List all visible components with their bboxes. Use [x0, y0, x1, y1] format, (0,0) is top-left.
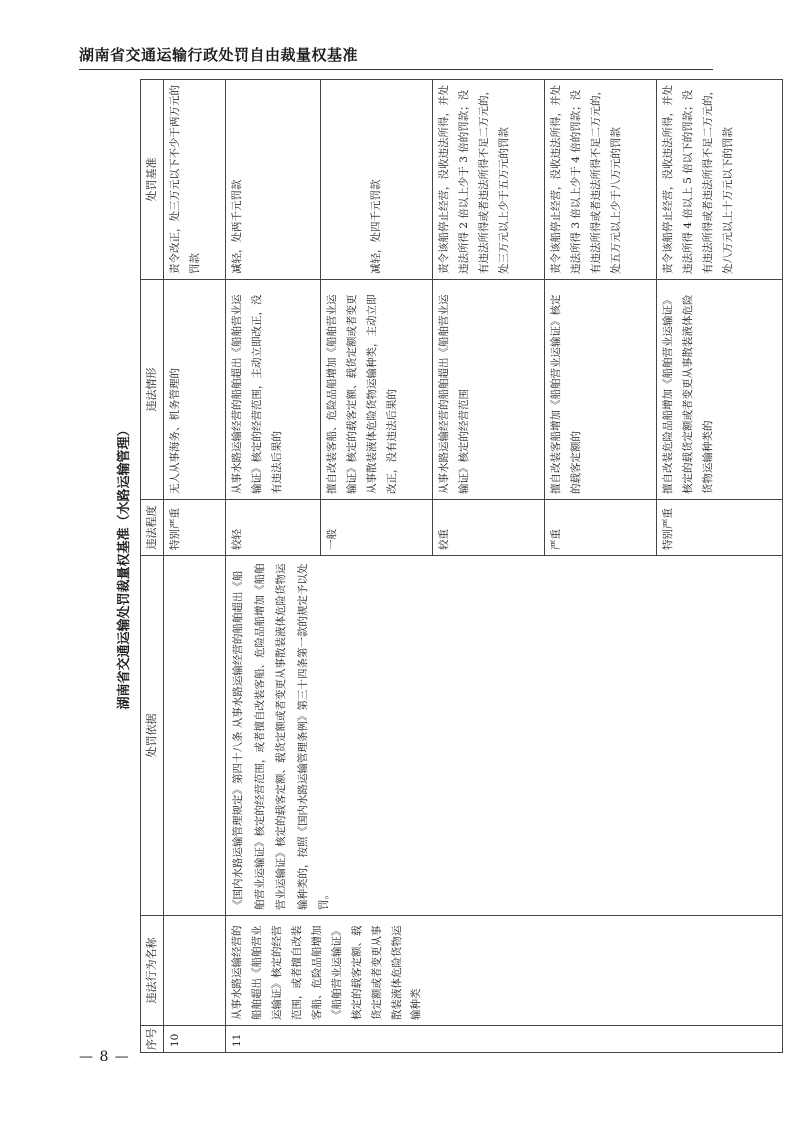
violation-degree-cell: 严重 — [545, 500, 657, 556]
penalty-basis-cell — [164, 556, 226, 916]
header-penalty-standard: 处罚基准 — [141, 80, 164, 280]
violation-name-cell — [164, 916, 226, 1026]
penalty-standard-cell: 减轻，处四千元罚款 — [321, 80, 433, 280]
violation-circumstance-cell: 从事水路运输经营的船舶超出《船舶营业运输证》核定的经营范围 — [433, 280, 545, 500]
header-violation-name: 违法行为名称 — [141, 916, 164, 1026]
header-violation-circumstance: 违法情形 — [141, 280, 164, 500]
violation-circumstance-cell: 从事水路运输经营的船舶超出《船舶营业运输证》核定的经营范围，主动立即改正，没有违法后果的 — [226, 280, 321, 500]
violation-degree-cell: 特别严重 — [164, 500, 226, 556]
rotated-content — [110, 80, 734, 1053]
violation-degree-cell: 较轻 — [226, 500, 321, 556]
table-row — [226, 80, 321, 1053]
header-seq: 序号 — [141, 1026, 164, 1053]
penalty-basis-cell: 《国内水路运输管理规定》第四十八条 从事水路运输经营的船舶超出《船舶营业运输证》核定的经营范围，或者擅自改装客船、危险品船增加《船舶营业运输证》核定的载客定额、载货定额或者变更从事散装液体危险货物运输种类的，按照《国内水路运输管理条例》第三十四条第一款的规定予以处罚。 — [226, 556, 783, 916]
page-number: — 8 — — [79, 1049, 130, 1065]
violation-name-cell: 从事水路运输经营的船舶超出《船舶营业运输证》核定的经营范围，或者擅自改装客船、危险品船增加《船舶营业运输证》核定的载客定额、载货定额或者变更从事散装液体危险货物运输种类 — [226, 916, 783, 1026]
penalty-standard-cell: 减轻，处两千元罚款 — [226, 80, 321, 280]
document-title: 湖南省交通运输处罚裁量权基准（水路运输管理） — [117, 423, 132, 710]
table-header-row — [141, 80, 164, 1053]
penalty-standard-cell: 责令该船停止经营，没收违法所得，并处违法所得 2 倍以上少于 3 倍的罚款；没有违法所得或者违法所得不足二万元的，处三万元以上少于五万元的罚款 — [433, 80, 545, 280]
header-rule — [79, 69, 713, 70]
header-penalty-basis: 处罚依据 — [141, 556, 164, 916]
header-violation-degree: 违法程度 — [141, 500, 164, 556]
penalty-standards-table — [140, 79, 783, 1053]
row-seq: 11 — [226, 1026, 783, 1053]
violation-degree-cell: 特别严重 — [657, 500, 783, 556]
row-seq: 10 — [164, 1026, 226, 1053]
penalty-standard-cell: 责令改正，处三万元以下不少于两万元的罚款 — [164, 80, 226, 280]
violation-circumstance-cell: 擅自改装危险品船增加《船舶营业运输证》核定的载货定额或者变更从事散装液体危险货物运输种类的 — [657, 280, 783, 500]
penalty-standard-cell: 责令该船停止经营，没收违法所得，并处违法所得 3 倍以上少于 4 倍的罚款；没有违法所得或者违法所得不足二万元的，处五万元以上少于八万元的罚款 — [545, 80, 657, 280]
penalty-standard-cell: 责令该船停止经营，没收违法所得，并处违法所得 4 倍以上 5 倍以下的罚款；没有违法所得或者违法所得不足二万元的，处八万元以上十万元以下的罚款 — [657, 80, 783, 280]
violation-degree-cell: 一般 — [321, 500, 433, 556]
violation-circumstance-cell: 无人从事海务、机务管理的 — [164, 280, 226, 500]
table-row — [164, 80, 226, 1053]
violation-circumstance-cell: 擅自改装客船、危险品船增加《船舶营业运输证》核定的载客定额、载货定额或者变更从事散装液体危险货物运输种类，主动立即改正，没有违法后果的 — [321, 280, 433, 500]
violation-degree-cell: 较重 — [433, 500, 545, 556]
violation-circumstance-cell: 擅自改装客船增加《船舶营业运输证》核定的载客定额的 — [545, 280, 657, 500]
rotated-table-area — [110, 80, 734, 1053]
running-header: 湖南省交通运输行政处罚自由裁量权基准 — [79, 46, 359, 64]
